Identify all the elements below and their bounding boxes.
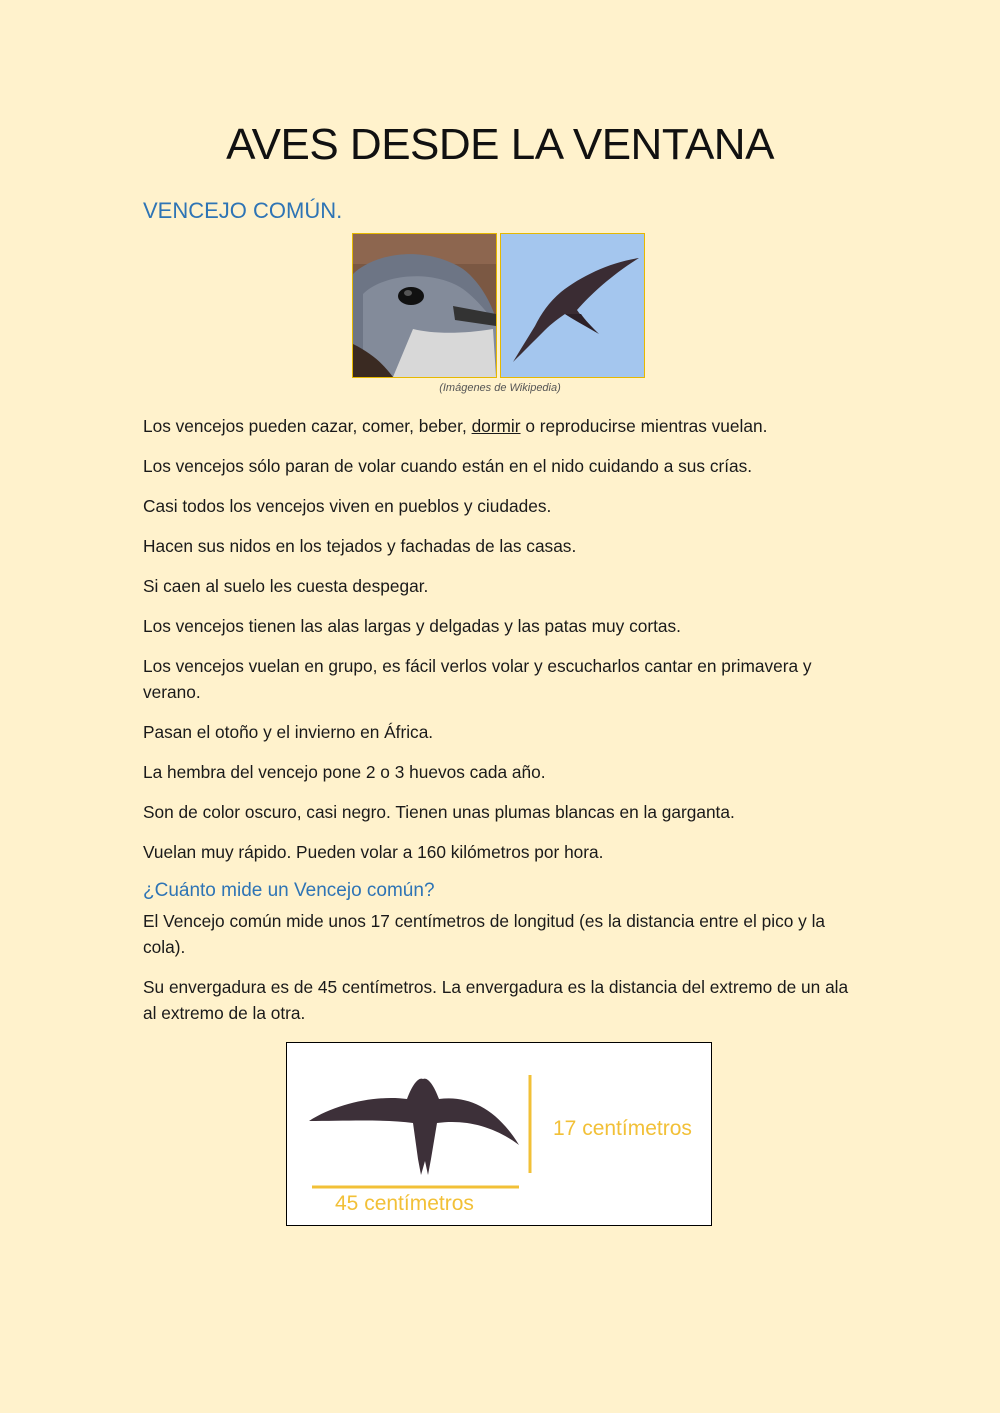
size-diagram (286, 1042, 712, 1226)
paragraph-7: Los vencejos vuelan en grupo, es fácil verlos volar y escucharlos cantar en primavera y verano. (143, 656, 812, 702)
paragraph-10: Son de color oscuro, casi negro. Tienen unas plumas blancas en la garganta. (143, 802, 735, 822)
paragraph-8: Pasan el otoño y el invierno en África. (143, 722, 434, 742)
paragraph-9: La hembra del vencejo pone 2 o 3 huevos cada año. (143, 762, 546, 782)
swift-head-photo (352, 233, 497, 378)
paragraph-6: Los vencejos tienen las alas largas y delgadas y las patas muy cortas. (143, 616, 681, 636)
swift-flight-photo (500, 233, 645, 378)
paragraph-5: Si caen al suelo les cuesta despegar. (143, 576, 429, 596)
page-title: AVES DESDE LA VENTANA (226, 120, 774, 169)
wingspan-label: 45 centímetros (335, 1192, 474, 1215)
dormir-link[interactable]: dormir (471, 416, 521, 436)
paragraph-11: Vuelan muy rápido. Pueden volar a 160 kilómetros por hora. (143, 842, 604, 862)
swift-silhouette (309, 1079, 519, 1175)
images-caption: (Imágenes de Wikipedia) (439, 382, 561, 394)
section-title: VENCEJO COMÚN. (143, 198, 343, 223)
size-paragraph-1: El Vencejo común mide unos 17 centímetros de longitud (es la distancia entre el pico y la cola). (143, 911, 826, 957)
paragraph-1: Los vencejos pueden cazar, comer, beber, dormir o reproducirse mientras vuelan. (143, 416, 768, 436)
size-heading: ¿Cuánto mide un Vencejo común? (143, 880, 435, 901)
length-label: 17 centímetros (553, 1117, 692, 1140)
paragraph-3: Casi todos los vencejos viven en pueblos y ciudades. (143, 496, 552, 516)
paragraph-4: Hacen sus nidos en los tejados y fachadas de las casas. (143, 536, 577, 556)
paragraph-2: Los vencejos sólo paran de volar cuando están en el nido cuidando a sus crías. (143, 456, 753, 476)
size-paragraph-2: Su envergadura es de 45 centímetros. La envergadura es la distancia del extremo de un ala al extremo de la otra. (143, 977, 849, 1023)
